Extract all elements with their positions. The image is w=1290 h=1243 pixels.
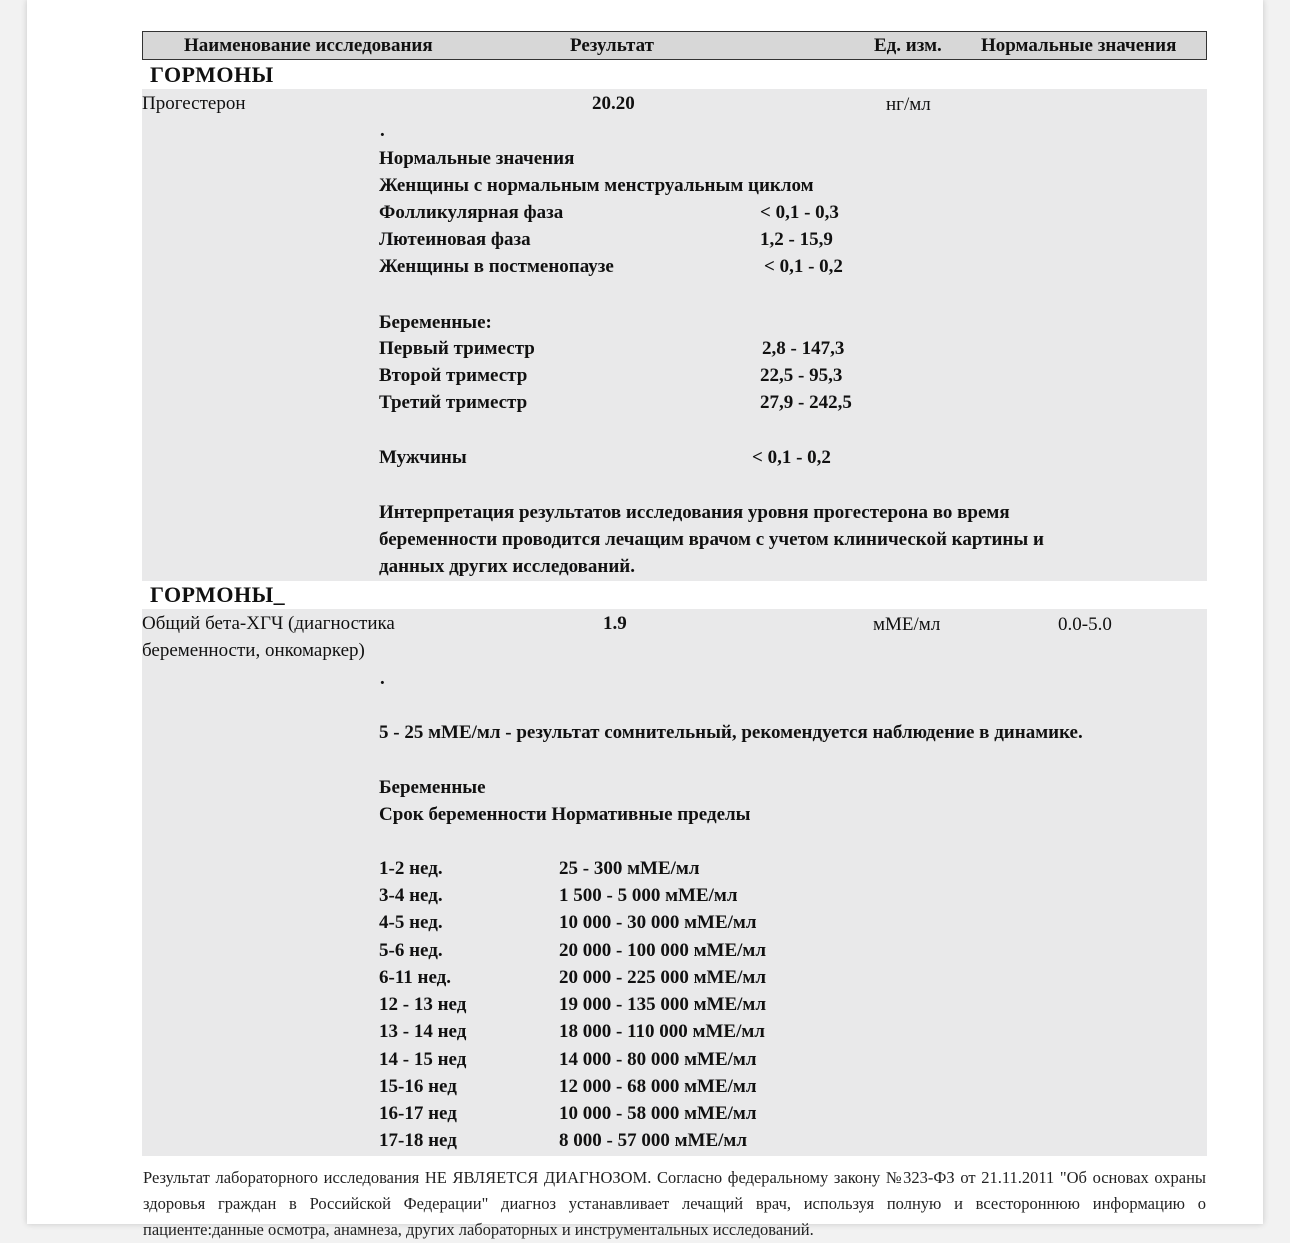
term-label: 5-6 нед. [379, 940, 443, 961]
term-label: 6-11 нед. [379, 967, 452, 988]
test-result: 1.9 [603, 613, 627, 634]
term-label: 15-16 нед [379, 1076, 457, 1097]
term-range: 1 500 - 5 000 мМЕ/мл [559, 885, 738, 906]
pregnant-title: Беременные [379, 777, 486, 798]
term-range: 20 000 - 100 000 мМЕ/мл [559, 940, 767, 961]
ref-value: 22,5 - 95,3 [760, 365, 843, 386]
interpretation-note: Интерпретация результатов исследования уровня прогестерона во время [379, 502, 1010, 523]
test-name: Общий бета-ХГЧ (диагностика [142, 613, 395, 634]
ref-label: Беременные: [379, 312, 492, 333]
term-label: 16-17 нед [379, 1103, 457, 1124]
term-label: 14 - 15 нед [379, 1049, 467, 1070]
dot: . [380, 668, 385, 689]
ref-value: 2,8 - 147,3 [762, 338, 845, 359]
ref-subtitle: Женщины с нормальным менструальным циклом [379, 175, 814, 196]
ref-value: < 0,1 - 0,3 [760, 202, 839, 223]
ref-label: Лютеиновая фаза [379, 229, 531, 250]
term-range: 19 000 - 135 000 мМЕ/мл [559, 994, 767, 1015]
header-normal: Нормальные значения [981, 35, 1177, 56]
term-label: 13 - 14 нед [379, 1021, 467, 1042]
test-normal: 0.0-5.0 [1058, 614, 1112, 635]
term-range: 10 000 - 58 000 мМЕ/мл [559, 1103, 757, 1124]
term-label: 4-5 нед. [379, 912, 443, 933]
disclaimer-footer: Результат лабораторного исследования НЕ ЯВЛЯЕТСЯ ДИАГНОЗОМ. Согласно федеральному закону №323-ФЗ от 21.11.2011 "Об основах охраны здоровья граждан в Российской Федерации" диагноз устанавливает лечащий врач, используя полную и всестороннюю информацию о пациенте:данные осмотра, анамнеза, других лабораторных и инструментальных исследований. [143, 1168, 1206, 1239]
hcg-block [142, 609, 1207, 1156]
ref-label: Женщины в постменопаузе [379, 256, 614, 277]
term-range: 20 000 - 225 000 мМЕ/мл [559, 967, 767, 988]
ref-label: Первый триместр [379, 338, 535, 359]
test-name: Прогестерон [142, 93, 246, 114]
ref-label: Второй триместр [379, 365, 528, 386]
term-label: 3-4 нед. [379, 885, 443, 906]
ref-title: Нормальные значения [379, 148, 575, 169]
test-unit: мМЕ/мл [873, 614, 941, 635]
table-header [142, 31, 1207, 60]
term-range: 8 000 - 57 000 мМЕ/мл [559, 1130, 748, 1151]
ref-label: Фолликулярная фаза [379, 202, 564, 223]
ref-label: Третий триместр [379, 392, 528, 413]
term-label: 12 - 13 нед [379, 994, 467, 1015]
term-label: 17-18 нед [379, 1130, 457, 1151]
header-name: Наименование исследования [184, 35, 433, 56]
section-title: ГОРМОНЫ_ [150, 582, 286, 607]
dot: . [380, 120, 385, 141]
test-result: 20.20 [592, 93, 635, 114]
term-range: 18 000 - 110 000 мМЕ/мл [559, 1021, 765, 1042]
term-range: 25 - 300 мМЕ/мл [559, 858, 700, 879]
term-range: 14 000 - 80 000 мМЕ/мл [559, 1049, 757, 1070]
term-range: 10 000 - 30 000 мМЕ/мл [559, 912, 757, 933]
term-label: 1-2 нед. [379, 858, 443, 879]
header-unit: Ед. изм. [874, 35, 942, 56]
section-title: ГОРМОНЫ [150, 62, 274, 87]
interpretation-note: данных других исследований. [379, 556, 635, 577]
ref-label: Мужчины [379, 447, 467, 468]
doubtful-note: 5 - 25 мМЕ/мл - результат сомнительный, рекомендуется наблюдение в динамике. [379, 722, 1083, 743]
term-table-header: Срок беременности Нормативные пределы [379, 804, 751, 825]
test-unit: нг/мл [886, 94, 931, 115]
header-result: Результат [570, 35, 654, 56]
ref-value: 27,9 - 242,5 [760, 392, 852, 413]
interpretation-note: беременности проводится лечащим врачом с учетом клинической картины и [379, 529, 1044, 550]
term-range: 12 000 - 68 000 мМЕ/мл [559, 1076, 757, 1097]
ref-value: 1,2 - 15,9 [760, 229, 833, 250]
test-name: беременности, онкомаркер) [142, 640, 365, 661]
ref-value: < 0,1 - 0,2 [752, 447, 831, 468]
ref-value: < 0,1 - 0,2 [764, 256, 843, 277]
